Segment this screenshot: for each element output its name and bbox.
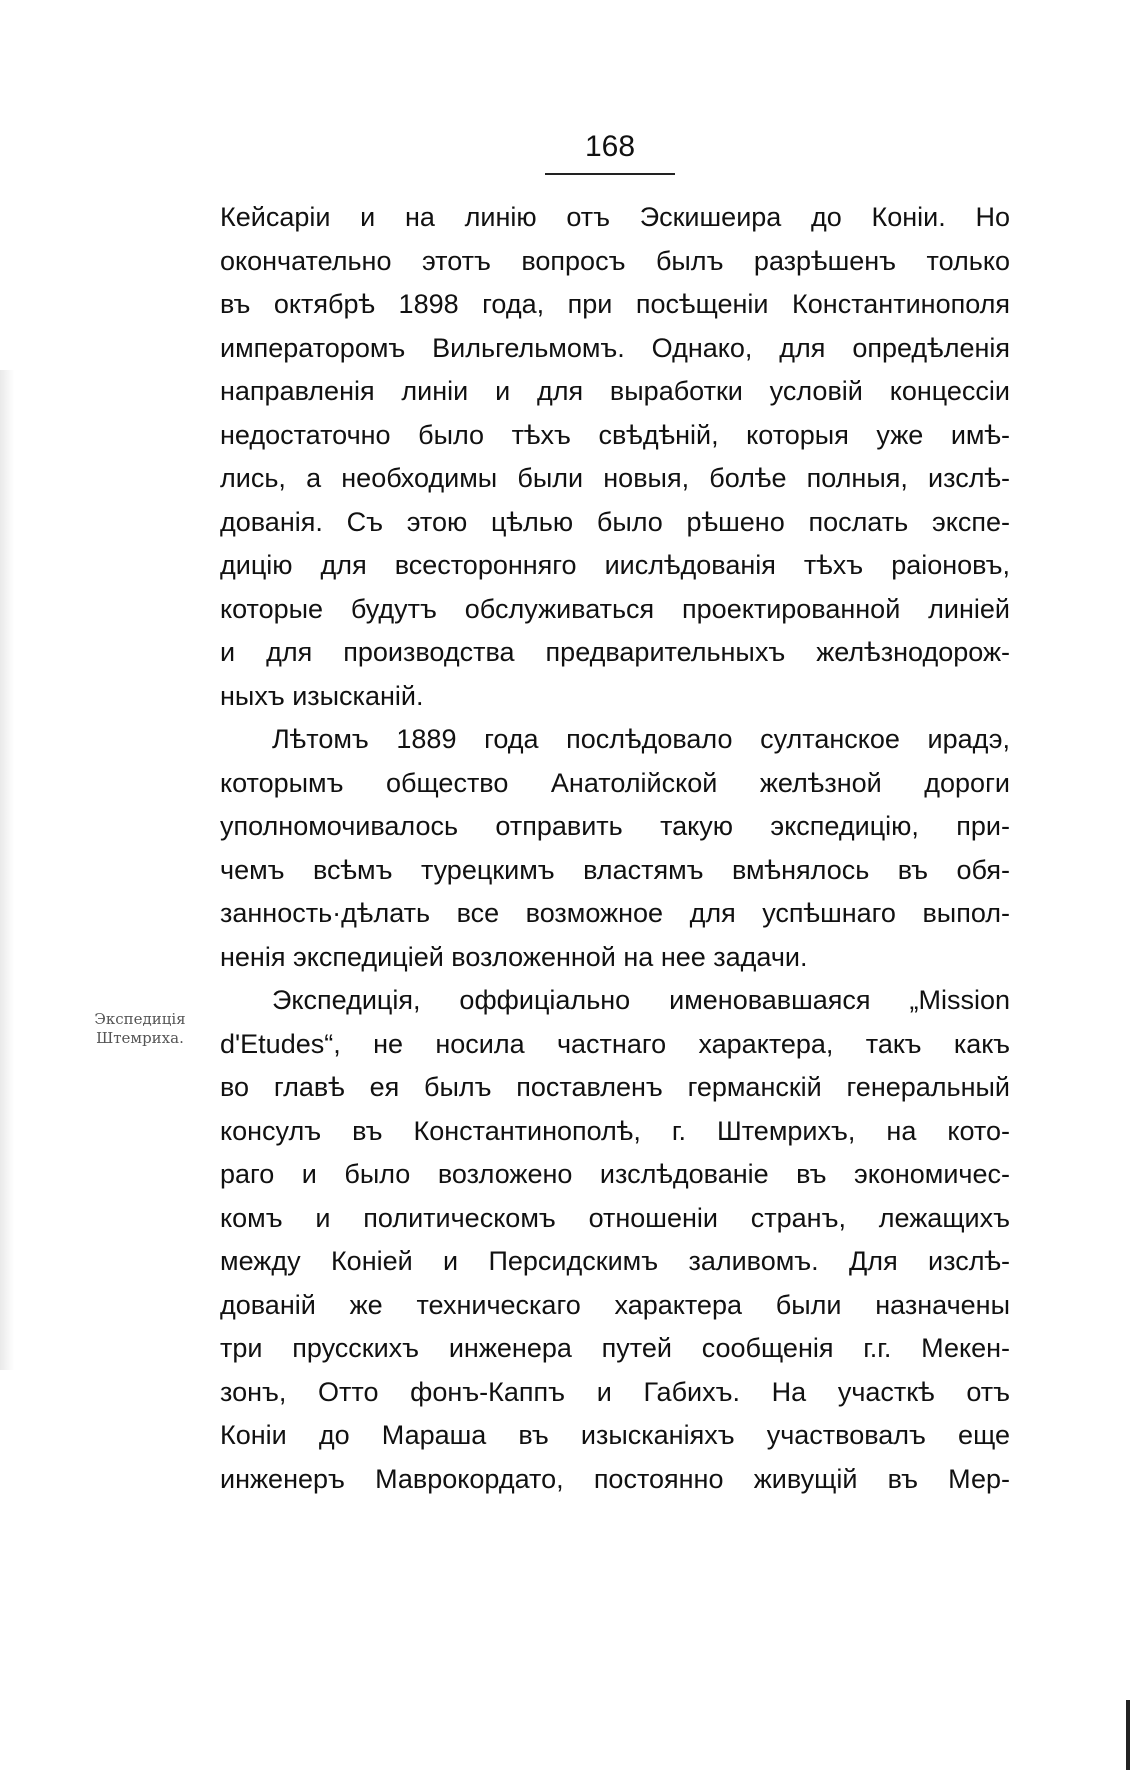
marginal-note-line: Экспедиція xyxy=(94,1010,186,1028)
text-line: въ октябрѣ 1898 года, при посѣщеніи Константинополя xyxy=(220,289,1010,319)
text-line: дованій же техническаго характера были назначены xyxy=(220,1289,1010,1320)
text-line: императоромъ Вильгельмомъ. Однако, для опредѣленія xyxy=(220,332,1010,363)
text-line: инженеръ Маврокордато, постоянно живущій въ Мер- xyxy=(220,1463,1010,1494)
text-line: окончательно этотъ вопросъ былъ разрѣшенъ только xyxy=(220,245,1010,276)
text-line: которымъ общество Анатолійской желѣзной дороги xyxy=(220,767,1010,798)
text-line: ныхъ изысканій. xyxy=(220,680,424,711)
text-line: во главѣ ея былъ поставленъ германскій генеральный xyxy=(220,1072,1010,1102)
text-line: лись, а необходимы были новыя, болѣе полныя, изслѣ- xyxy=(220,463,1010,493)
text-line: ненія экспедиціей возложенной на нее задачи. xyxy=(220,941,808,972)
marginal-note-line: Штемриха. xyxy=(96,1029,184,1047)
text-line: и для производства предварительныхъ желѣзнодорож- xyxy=(220,637,1010,667)
text-line: занность·дѣлать все возможное для успѣшнаго выпол- xyxy=(220,898,1010,928)
text-line: раго и было возложено изслѣдованіе въ экономичес- xyxy=(220,1159,1010,1189)
text-line: три прусскихъ инженера путей сообщенія г.г. Мекен- xyxy=(220,1333,1010,1363)
text-line: Лѣтомъ 1889 года послѣдовало султанское ирадэ, xyxy=(272,724,1010,754)
text-line: консулъ въ Константинополѣ, г. Штемрихъ, на кото- xyxy=(220,1115,1010,1146)
scan-edge-mark xyxy=(1126,1700,1130,1770)
text-line: уполномочивалось отправить такую экспедицію, при- xyxy=(220,811,1010,841)
text-line: между Коніей и Персидскимъ заливомъ. Для изслѣ- xyxy=(220,1246,1010,1276)
page-number: 168 xyxy=(584,130,636,163)
text-line: недостаточно было тѣхъ свѣдѣній, которыя уже имѣ- xyxy=(220,419,1010,450)
text-line: дицію для всесторонняго иислѣдованія тѣхъ раіоновъ, xyxy=(220,550,1010,580)
text-line: комъ и политическомъ отношеніи странъ, лежащихъ xyxy=(220,1202,1010,1233)
text-line: дованія. Съ этою цѣлью было рѣшено послать экспе- xyxy=(220,506,1010,537)
page-number-rule xyxy=(545,173,675,175)
text-line: d'Etudes“, не носила частнаго характера, такъ какъ xyxy=(220,1028,1010,1059)
text-line: направленія линіи и для выработки условій концессіи xyxy=(220,376,1010,406)
marginal-note xyxy=(70,1010,210,1048)
text-line: Коніи до Мараша въ изысканіяхъ участвовалъ еще xyxy=(220,1420,1010,1450)
text-line: Экспедиція, оффиціально именовавшаяся „Mission xyxy=(272,985,1010,1015)
text-line: которые будутъ обслуживаться проектированной линіей xyxy=(220,593,1010,624)
scan-edge-shadow xyxy=(0,370,14,1370)
text-line: зонъ, Отто фонъ-Каппъ и Габихъ. На участкѣ отъ xyxy=(220,1376,1010,1407)
body-text xyxy=(220,196,1010,1501)
text-line: чемъ всѣмъ турецкимъ властямъ вмѣнялось въ обя- xyxy=(220,854,1010,885)
text-line: Кейсаріи и на линію отъ Эскишеира до Коніи. Но xyxy=(220,202,1010,232)
